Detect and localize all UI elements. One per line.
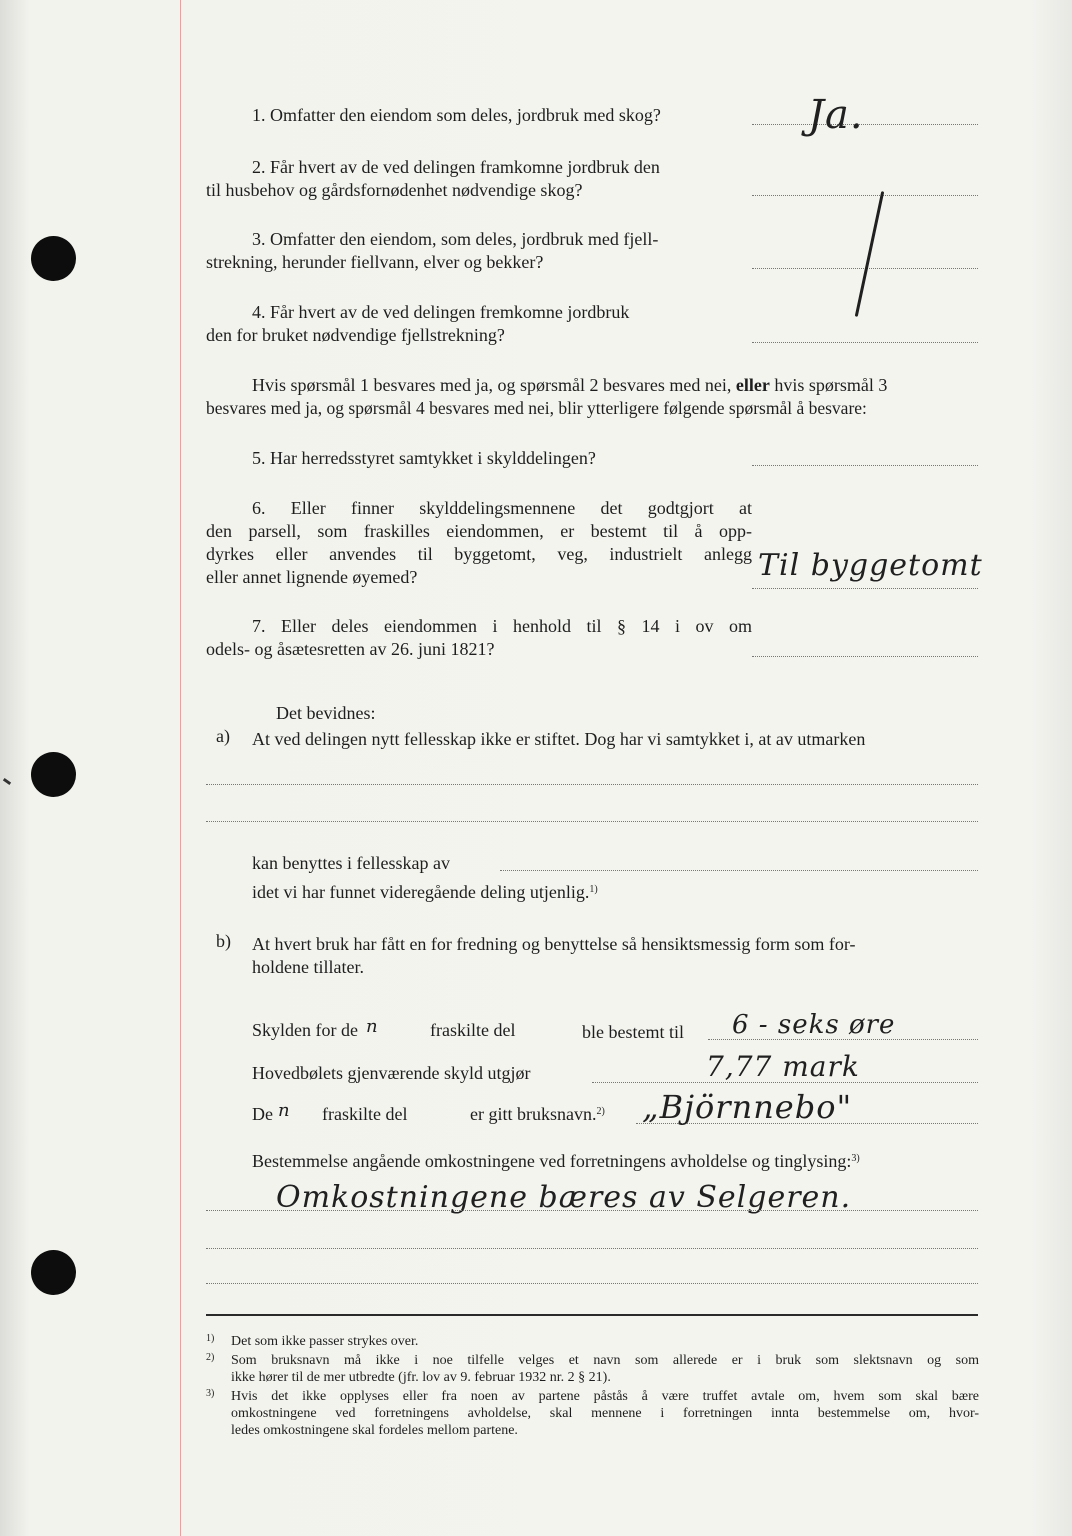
margin-line — [180, 0, 181, 1536]
footnote-3-line-2: omkostningene ved forretningens avholdelse, skal mennene i forretningen innta bestemmelse om, hvor- — [231, 1406, 979, 1421]
footnote-3-line-1: Hvis det ikke opplyses eller fra noen av partene påstås å være truffet avtale om, hvem som skal bære — [231, 1389, 979, 1404]
footnote-1: Det som ikke passer strykes over. — [231, 1334, 419, 1349]
margin-mark — [3, 778, 11, 785]
condition-line-1 — [252, 374, 887, 396]
bruksnavn-fraskilte: fraskilte del — [322, 1104, 408, 1124]
question-6-line-3: dyrkes eller anvendes til byggetomt, veg, industrielt anlegg — [206, 544, 752, 564]
fill-line — [206, 821, 978, 822]
condition-line-2: besvares med ja, og spørsmål 4 besvares med nei, blir ytterligere følgende spørsmål å besvare: — [206, 398, 867, 418]
handwritten-suffix: n — [278, 1100, 291, 1121]
handwritten-answer-byggetomt: Til byggetomt — [758, 548, 983, 583]
question-4-line-1: 4. Får hvert av de ved delingen fremkomne jordbruk — [252, 302, 630, 322]
fill-line — [206, 1248, 978, 1249]
bruksnavn-label: De — [252, 1104, 273, 1124]
handwritten-bruksnavn: „Björnnebo" — [642, 1088, 853, 1126]
answer-line-6 — [752, 588, 978, 589]
question-6-line-1: 6. Eller finner skylddelingsmennene det godtgjort at — [252, 498, 752, 518]
handwritten-answer-ja: Ja. — [808, 92, 864, 138]
punch-hole — [31, 236, 76, 281]
punch-hole — [31, 752, 76, 797]
question-3-line-1: 3. Omfatter den eiendom, som deles, jordbruk med fjell- — [252, 229, 659, 249]
division-note-text: idet vi har funnet videregående deling utjenlig. — [252, 882, 590, 902]
handwritten-skyld: 6 - seks øre — [732, 1010, 896, 1040]
item-a-label: a) — [216, 726, 230, 746]
fill-line — [206, 1283, 978, 1284]
skyld-bestemt: ble bestemt til — [582, 1022, 684, 1042]
fill-line — [206, 1210, 978, 1211]
section-title: Det bevidnes: — [276, 703, 376, 723]
question-6-line-4: eller annet lignende øyemed? — [206, 567, 418, 587]
division-note — [252, 881, 598, 903]
punch-hole — [31, 1250, 76, 1295]
footnote-ref-3: 3) — [851, 1153, 860, 1164]
question-7-line-2: odels- og åsætesretten av 26. juni 1821? — [206, 639, 495, 659]
footnote-1-mark: 1) — [206, 1333, 215, 1344]
footnote-ref-2: 2) — [596, 1106, 605, 1117]
answer-line-2 — [752, 195, 978, 196]
answer-line-5 — [752, 465, 978, 466]
condition-text: Hvis spørsmål 1 besvares med ja, og spørsmål 2 besvares med nei, — [252, 375, 732, 395]
item-b-line-1: At hvert bruk har fått en for fredning og benyttelse så hensiktsmessig form som for- — [252, 934, 856, 954]
handwritten-slash — [855, 191, 885, 317]
handwritten-suffix: n — [366, 1016, 379, 1037]
fill-line — [206, 784, 978, 785]
shared-use-label: kan benyttes i fellesskap av — [252, 853, 450, 873]
omkostning-label — [252, 1150, 860, 1172]
question-6-line-2: den parsell, som fraskilles eiendommen, er bestemt til å opp- — [206, 521, 752, 541]
question-4-line-2: den for bruket nødvendige fjellstrekning? — [206, 325, 505, 345]
footnote-2-line-2: ikke hører til de mer utbredte (jfr. lov av 9. februar 1932 nr. 2 § 21). — [231, 1370, 611, 1385]
answer-line-7 — [752, 656, 978, 657]
question-5: 5. Har herredsstyret samtykket i skylddelingen? — [252, 448, 596, 468]
omkostning-label-text: Bestemmelse angående omkostningene ved forretningens avholdelse og tinglysing: — [252, 1151, 852, 1171]
footnote-3-line-3: ledes omkostningene skal fordeles mellom partene. — [231, 1423, 518, 1438]
question-1: 1. Omfatter den eiendom som deles, jordbruk med skog? — [252, 105, 661, 125]
footnote-rule — [206, 1314, 978, 1316]
answer-line-4 — [752, 342, 978, 343]
item-b-label: b) — [216, 931, 231, 951]
fill-line — [500, 870, 978, 871]
item-a-text: At ved delingen nytt fellesskap ikke er stiftet. Dog har vi samtykket i, at av utmarken — [252, 729, 866, 749]
footnote-2-mark: 2) — [206, 1352, 215, 1363]
question-7-line-1: 7. Eller deles eiendommen i henhold til § 14 i ov om — [252, 616, 752, 636]
skyld-fraskilte: fraskilte del — [430, 1020, 516, 1040]
answer-line-1 — [752, 124, 978, 125]
condition-emphasis: eller — [735, 375, 770, 395]
question-3-line-2: strekning, herunder fiellvann, elver og bekker? — [206, 252, 544, 272]
handwritten-omkostninger: Omkostningene bæres av Selgeren. — [276, 1180, 852, 1215]
hovedbol-label: Hovedbølets gjenværende skyld utgjør — [252, 1063, 531, 1083]
skyld-label: Skylden for de — [252, 1020, 358, 1040]
handwritten-mark: 7,77 mark — [706, 1050, 860, 1083]
footnote-3-mark: 3) — [206, 1388, 215, 1399]
item-b-line-2: holdene tillater. — [252, 957, 364, 977]
bruksnavn-gitt — [470, 1103, 605, 1125]
bruksnavn-gitt-text: er gitt bruksnavn. — [470, 1104, 597, 1124]
condition-text: hvis spørsmål 3 — [774, 375, 888, 395]
question-2-line-1: 2. Får hvert av de ved delingen framkomne jordbruk den — [252, 157, 660, 177]
footnote-ref-1: 1) — [589, 884, 598, 895]
question-2-line-2: til husbehov og gårdsfornødenhet nødvendige skog? — [206, 180, 583, 200]
footnote-2-line-1: Som bruksnavn må ikke i noe tilfelle velges et navn som allerede er i bruk som slektsnavn og som — [231, 1353, 979, 1368]
